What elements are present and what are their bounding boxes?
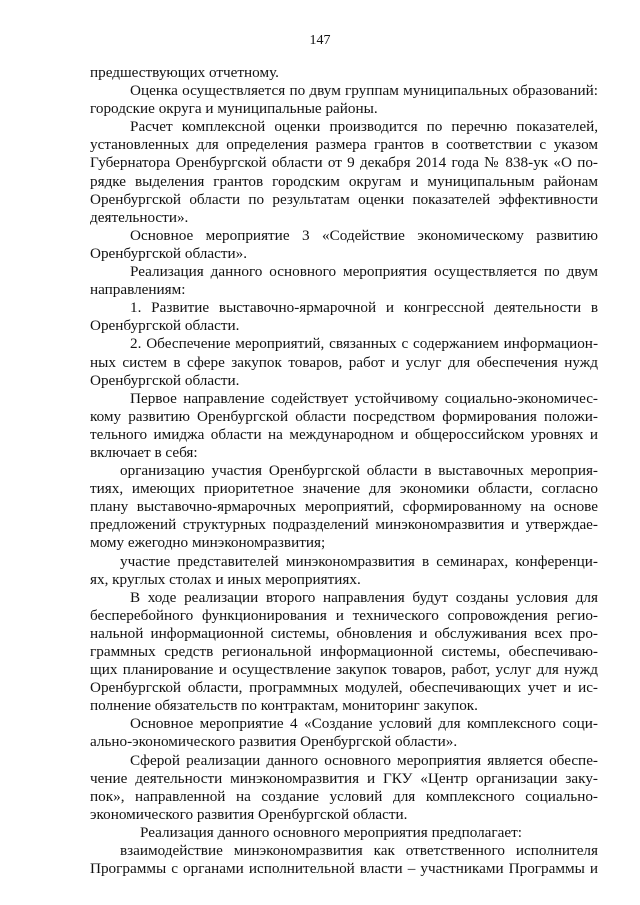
text-line: 1. Развитие выставочно-ярмарочной и конгрессной деятельности в [130,299,598,317]
text-line: Первое направление содействует устойчивому социально-экономичес- [130,389,598,407]
text-line: организацию участия Оренбургской области в выставочных мероприя- [120,462,598,480]
text-line: включает в себя: [90,443,198,461]
page-number: 147 [309,33,331,48]
text-line: Основное мероприятие 4 «Создание условий для комплексного соци- [130,715,598,733]
text-line: Оренбургской области. [90,317,240,335]
text-line: Программы с органами исполнительной власти – участниками Программы и [90,860,598,878]
text-line: экономического развития Оренбургской области. [90,805,408,823]
text-line: Оренбургской области. [90,371,240,389]
text-line: Реализация данного основного мероприятия предполагает: [140,823,522,841]
text-line: деятельности». [90,208,189,226]
text-line: направлениям: [90,281,186,299]
text-line: Расчет комплексной оценки производится по перечню показателей, [130,118,598,136]
text-line: ях, круглых столах и иных мероприятиях. [90,570,361,588]
text-line: взаимодействие минэкономразвития как ответственного исполнителя [120,842,598,860]
text-line: щих планирование и осуществление закупок товаров, работ, услуг для нужд [90,661,598,679]
text-line: ально-экономического развития Оренбургской области». [90,733,458,751]
text-line: Оренбургской области, программных модулей, обеспечивающих учет и ис- [90,679,598,697]
text-line: участие представителей минэкономразвития в семинарах, конференци- [120,552,598,570]
text-line: граммных средств региональной информационной системы, обеспечиваю- [90,643,598,660]
text-line: тиях, имеющих приоритетное значение для экономики области, согласно [90,480,598,498]
text-line: Оренбургской области». [90,244,248,262]
text-line: предшествующих отчетному. [90,64,279,81]
text-line: бесперебойного функционирования и технического сопровождения регио- [90,606,598,624]
text-line: плану выставочно-ярмарочных мероприятий, сформированному на основе [90,498,598,516]
text-line: Губернатора Оренбургской области от 9 декабря 2014 года № 838-ук «О по- [90,154,598,172]
text-line: Основное мероприятие 3 «Содействие экономическому развитию [130,226,598,244]
text-line: Сферой реализации данного основного мероприятия является обеспе- [130,751,598,769]
text-line: городские округа и муниципальные районы. [90,100,378,118]
text-line: Реализация данного основного мероприятия осуществляется по двум [130,263,598,281]
text-line: полнение обязательств по контрактам, мониторинг закупок. [90,697,478,715]
text-line: ных систем в сфере закупок товаров, работ и услуг для обеспечения нужд [90,353,598,371]
text-line: чение деятельности минэкономразвития и ГКУ «Центр организации заку- [90,769,598,787]
text-line: тельного имиджа области на международном и общероссийском уровнях и [90,425,598,443]
text-line: нальной информационной системы, обновления и обслуживания всех про- [90,624,598,642]
text-line: мому ежегодно минэкономразвития; [90,534,326,552]
text-line: установленных для определения размера грантов в соответствии с указом [90,136,598,154]
text-line: кому развитию Оренбургской области посредством формирования положи- [90,407,598,425]
text-line: рядке выделения грантов городским округам и муниципальным районам [90,172,598,190]
text-line: 2. Обеспечение мероприятий, связанных с содержанием информацион- [130,335,598,353]
text-line: предложений структурных подразделений минэкономразвития и утверждае- [90,516,598,534]
text-line: Оренбургской области по результатам оценки показателей эффективности [90,190,598,208]
body-text [90,64,598,878]
text-line: В ходе реализации второго направления будут созданы условия для [130,588,598,606]
text-line: Оценка осуществляется по двум группам муниципальных образований: [130,82,598,100]
text-line: пок», направленной на создание условий для комплексного социально- [90,787,598,805]
